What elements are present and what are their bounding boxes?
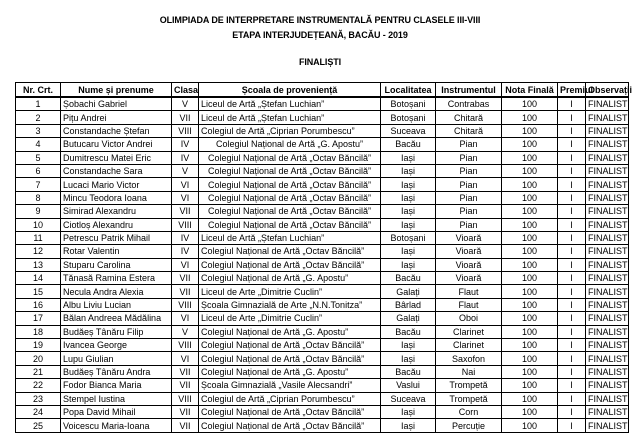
cell-nr: 13 [16, 258, 61, 271]
cell-class: VII [172, 272, 199, 285]
cell-prize: I [558, 245, 586, 258]
table-row [16, 151, 629, 164]
cell-prize: I [558, 111, 586, 124]
cell-name: Albu Liviu Lucian [61, 298, 172, 311]
document-subtitle: ETAPA INTERJUDEȚEANĂ, BACĂU - 2019 [232, 30, 408, 40]
table-row [16, 164, 629, 177]
cell-locality: Iași [381, 339, 436, 352]
cell-remarks: FINALIST [586, 111, 629, 124]
table-row [16, 298, 629, 311]
cell-instrument: Pian [436, 151, 502, 164]
table-row [16, 178, 629, 191]
cell-name: Rotar Valentin [61, 245, 172, 258]
table-row [16, 392, 629, 405]
table-row [16, 325, 629, 338]
cell-grade: 100 [502, 325, 558, 338]
cell-class: VII [172, 405, 199, 418]
table-row [16, 124, 629, 137]
cell-name: Ciotloș Alexandru [61, 218, 172, 231]
cell-name: Butucaru Victor Andrei [61, 138, 172, 151]
cell-name: Voicescu Maria-Ioana [61, 419, 172, 432]
cell-class: IV [172, 245, 199, 258]
cell-class: VIII [172, 218, 199, 231]
cell-school: Colegiul Național de Artă „Octav Băncilă” [199, 191, 381, 204]
cell-remarks: FINALIST [586, 405, 629, 418]
cell-name: Tănasă Ramina Estera [61, 272, 172, 285]
cell-class: VII [172, 205, 199, 218]
cell-locality: Iași [381, 352, 436, 365]
table-row [16, 231, 629, 244]
cell-name: Necula Andra Alexia [61, 285, 172, 298]
cell-name: Ivancea George [61, 339, 172, 352]
cell-nr: 18 [16, 325, 61, 338]
column-header-prize: Premiul [558, 83, 586, 98]
cell-class: VII [172, 419, 199, 432]
cell-locality: Iași [381, 164, 436, 177]
cell-prize: I [558, 419, 586, 432]
cell-grade: 100 [502, 164, 558, 177]
cell-locality: Iași [381, 178, 436, 191]
cell-nr: 12 [16, 245, 61, 258]
section-heading: FINALIȘTI [298, 57, 342, 67]
cell-school: Colegiul Național de Artă „Octav Băncilă” [199, 339, 381, 352]
cell-instrument: Pian [436, 178, 502, 191]
cell-class: VIII [172, 392, 199, 405]
cell-instrument: Flaut [436, 298, 502, 311]
cell-prize: I [558, 298, 586, 311]
table-row [16, 272, 629, 285]
cell-school: Școala Gimnazială de Arte „N.N.Tonitza” [199, 298, 381, 311]
document-title: OLIMPIADA DE INTERPRETARE INSTRUMENTALĂ PENTRU CLASELE III-VIII [159, 15, 481, 25]
table-row [16, 245, 629, 258]
cell-school: Colegiul Național de Artă „Octav Băncilă” [199, 258, 381, 271]
cell-remarks: FINALIST [586, 392, 629, 405]
cell-locality: Bacău [381, 272, 436, 285]
cell-remarks: FINALIST [586, 379, 629, 392]
cell-name: Mincu Teodora Ioana [61, 191, 172, 204]
cell-grade: 100 [502, 138, 558, 151]
cell-locality: Iași [381, 419, 436, 432]
cell-school: Colegiul Național de Artă „Octav Băncilă” [199, 218, 381, 231]
table-row [16, 352, 629, 365]
table-row [16, 312, 629, 325]
cell-grade: 100 [502, 231, 558, 244]
table-row [16, 97, 629, 111]
cell-nr: 15 [16, 285, 61, 298]
cell-instrument: Clarinet [436, 325, 502, 338]
cell-school: Colegiul Național de Artă „Octav Băncilă” [199, 178, 381, 191]
cell-grade: 100 [502, 258, 558, 271]
cell-grade: 100 [502, 111, 558, 124]
cell-instrument: Clarinet [436, 339, 502, 352]
column-header-name: Nume și prenume [61, 83, 172, 98]
column-header-class: Clasa [172, 83, 199, 98]
cell-grade: 100 [502, 272, 558, 285]
cell-class: VII [172, 379, 199, 392]
cell-name: Budăeș Tânăru Filip [61, 325, 172, 338]
cell-prize: I [558, 138, 586, 151]
cell-locality: Bacău [381, 365, 436, 378]
cell-class: VI [172, 352, 199, 365]
cell-remarks: FINALIST [586, 272, 629, 285]
cell-grade: 100 [502, 352, 558, 365]
cell-school: Colegiul Național de Artă „Octav Băncilă” [199, 151, 381, 164]
cell-prize: I [558, 205, 586, 218]
cell-prize: I [558, 365, 586, 378]
cell-remarks: FINALIST [586, 365, 629, 378]
cell-class: V [172, 164, 199, 177]
cell-school: Colegiul Național de Artă „Octav Băncilă” [199, 205, 381, 218]
cell-remarks: FINALIST [586, 231, 629, 244]
cell-locality: Iași [381, 245, 436, 258]
cell-school: Liceul de Artă „Ștefan Luchian” [199, 97, 381, 111]
cell-name: Simirad Alexandru [61, 205, 172, 218]
cell-locality: Bacău [381, 325, 436, 338]
cell-class: IV [172, 151, 199, 164]
cell-instrument: Flaut [436, 285, 502, 298]
cell-school: Școala Gimnazială „Vasile Alecsandri” [199, 379, 381, 392]
cell-remarks: FINALIST [586, 298, 629, 311]
cell-grade: 100 [502, 312, 558, 325]
cell-locality: Vaslui [381, 379, 436, 392]
cell-locality: Iași [381, 151, 436, 164]
cell-school: Colegiul Național de Artă „G. Apostu” [199, 138, 381, 151]
cell-nr: 17 [16, 312, 61, 325]
cell-nr: 24 [16, 405, 61, 418]
cell-grade: 100 [502, 419, 558, 432]
cell-remarks: FINALIST [586, 178, 629, 191]
cell-locality: Galați [381, 312, 436, 325]
cell-remarks: FINALIST [586, 124, 629, 137]
table-row [16, 191, 629, 204]
cell-prize: I [558, 151, 586, 164]
cell-nr: 1 [16, 97, 61, 111]
cell-class: VIII [172, 339, 199, 352]
cell-instrument: Pian [436, 218, 502, 231]
cell-instrument: Pian [436, 164, 502, 177]
cell-remarks: FINALIST [586, 151, 629, 164]
cell-grade: 100 [502, 245, 558, 258]
table-row [16, 405, 629, 418]
cell-remarks: FINALIST [586, 258, 629, 271]
cell-remarks: FINALIST [586, 245, 629, 258]
cell-school: Colegiul Național de Artă „Octav Băncilă” [199, 245, 381, 258]
cell-locality: Suceava [381, 392, 436, 405]
cell-name: Bălan Andreea Mădălina [61, 312, 172, 325]
cell-prize: I [558, 352, 586, 365]
cell-nr: 16 [16, 298, 61, 311]
cell-nr: 23 [16, 392, 61, 405]
cell-nr: 9 [16, 205, 61, 218]
cell-prize: I [558, 392, 586, 405]
cell-locality: Galați [381, 285, 436, 298]
cell-name: Lupu Giulian [61, 352, 172, 365]
cell-grade: 100 [502, 178, 558, 191]
cell-prize: I [558, 312, 586, 325]
cell-class: V [172, 325, 199, 338]
cell-remarks: FINALIST [586, 312, 629, 325]
cell-school: Liceul de Artă „Ștefan Luchian” [199, 111, 381, 124]
cell-school: Colegiul Național de Artă „Octav Băncilă” [199, 164, 381, 177]
cell-instrument: Saxofon [436, 352, 502, 365]
cell-remarks: FINALIST [586, 285, 629, 298]
cell-name: Dumitrescu Matei Eric [61, 151, 172, 164]
cell-name: Stempel Iustina [61, 392, 172, 405]
cell-locality: Botoșani [381, 111, 436, 124]
cell-instrument: Corn [436, 405, 502, 418]
cell-remarks: FINALIST [586, 325, 629, 338]
cell-prize: I [558, 164, 586, 177]
cell-school: Colegiul Național de Artă „G. Apostu” [199, 272, 381, 285]
cell-locality: Suceava [381, 124, 436, 137]
cell-nr: 22 [16, 379, 61, 392]
cell-name: Fodor Bianca Maria [61, 379, 172, 392]
cell-instrument: Vioară [436, 258, 502, 271]
cell-school: Colegiul de Artă „Ciprian Porumbescu” [199, 124, 381, 137]
table-row [16, 218, 629, 231]
cell-prize: I [558, 325, 586, 338]
cell-class: VIII [172, 298, 199, 311]
cell-remarks: FINALIST [586, 138, 629, 151]
cell-prize: I [558, 191, 586, 204]
cell-locality: Iași [381, 258, 436, 271]
cell-grade: 100 [502, 218, 558, 231]
cell-grade: 100 [502, 97, 558, 111]
cell-school: Colegiul Național de Artă „G. Apostu” [199, 365, 381, 378]
cell-prize: I [558, 339, 586, 352]
cell-nr: 4 [16, 138, 61, 151]
cell-remarks: FINALIST [586, 352, 629, 365]
table-row [16, 365, 629, 378]
cell-prize: I [558, 379, 586, 392]
cell-grade: 100 [502, 405, 558, 418]
cell-instrument: Trompetă [436, 379, 502, 392]
column-header-instrument: Instrumentul [436, 83, 502, 98]
cell-remarks: FINALIST [586, 205, 629, 218]
cell-class: VI [172, 178, 199, 191]
cell-school: Colegiul Național de Artă „Octav Băncilă” [199, 352, 381, 365]
cell-nr: 19 [16, 339, 61, 352]
cell-instrument: Trompetă [436, 392, 502, 405]
cell-class: VI [172, 258, 199, 271]
cell-grade: 100 [502, 191, 558, 204]
cell-name: Constandache Ștefan [61, 124, 172, 137]
cell-prize: I [558, 178, 586, 191]
table-row [16, 138, 629, 151]
cell-nr: 2 [16, 111, 61, 124]
cell-remarks: FINALIST [586, 339, 629, 352]
cell-nr: 6 [16, 164, 61, 177]
cell-prize: I [558, 258, 586, 271]
cell-prize: I [558, 272, 586, 285]
table-row [16, 339, 629, 352]
cell-school: Colegiul Național de Artă „Octav Băncilă” [199, 405, 381, 418]
cell-instrument: Oboi [436, 312, 502, 325]
cell-remarks: FINALIST [586, 191, 629, 204]
cell-prize: I [558, 285, 586, 298]
cell-remarks: FINALIST [586, 97, 629, 111]
cell-prize: I [558, 124, 586, 137]
cell-grade: 100 [502, 392, 558, 405]
cell-school: Liceul de Arte „Dimitrie Cuclin” [199, 312, 381, 325]
cell-class: VI [172, 312, 199, 325]
cell-nr: 3 [16, 124, 61, 137]
column-header-nr: Nr. Crt. [16, 83, 61, 98]
cell-prize: I [558, 218, 586, 231]
cell-instrument: Vioară [436, 272, 502, 285]
cell-locality: Botoșani [381, 97, 436, 111]
cell-remarks: FINALIST [586, 218, 629, 231]
cell-name: Șobachi Gabriel [61, 97, 172, 111]
cell-locality: Bârlad [381, 298, 436, 311]
cell-nr: 20 [16, 352, 61, 365]
cell-remarks: FINALIST [586, 164, 629, 177]
cell-name: Popa David Mihail [61, 405, 172, 418]
cell-class: VII [172, 111, 199, 124]
cell-grade: 100 [502, 339, 558, 352]
column-header-grade: Nota Finală [502, 83, 558, 98]
cell-class: VII [172, 285, 199, 298]
cell-prize: I [558, 231, 586, 244]
cell-nr: 11 [16, 231, 61, 244]
column-header-locality: Localitatea [381, 83, 436, 98]
cell-nr: 5 [16, 151, 61, 164]
cell-locality: Iași [381, 405, 436, 418]
cell-nr: 10 [16, 218, 61, 231]
table-row [16, 205, 629, 218]
cell-grade: 100 [502, 379, 558, 392]
cell-locality: Botoșani [381, 231, 436, 244]
cell-name: Petrescu Patrik Mihail [61, 231, 172, 244]
cell-nr: 7 [16, 178, 61, 191]
cell-school: Colegiul Național de Artă „G. Apostu” [199, 325, 381, 338]
column-header-remarks: Observații [586, 83, 629, 98]
cell-grade: 100 [502, 205, 558, 218]
cell-name: Budăeș Tânăru Andra [61, 365, 172, 378]
cell-class: VIII [172, 124, 199, 137]
cell-prize: I [558, 97, 586, 111]
cell-school: Liceul de Arte „Dimitrie Cuclin” [199, 285, 381, 298]
cell-name: Stuparu Carolina [61, 258, 172, 271]
cell-remarks: FINALIST [586, 419, 629, 432]
cell-instrument: Pian [436, 138, 502, 151]
table-row [16, 258, 629, 271]
cell-nr: 14 [16, 272, 61, 285]
cell-instrument: Chitară [436, 124, 502, 137]
cell-locality: Iași [381, 218, 436, 231]
cell-class: IV [172, 138, 199, 151]
finalists-table [15, 82, 633, 433]
cell-name: Constandache Sara [61, 164, 172, 177]
cell-instrument: Pian [436, 191, 502, 204]
cell-instrument: Chitară [436, 111, 502, 124]
cell-class: VI [172, 191, 199, 204]
column-header-school: Școala de proveniență [199, 83, 381, 98]
cell-locality: Bacău [381, 138, 436, 151]
table-row [16, 419, 629, 432]
cell-name: Pițu Andrei [61, 111, 172, 124]
cell-locality: Iași [381, 205, 436, 218]
cell-school: Liceul de Artă „Ștefan Luchian” [199, 231, 381, 244]
cell-nr: 21 [16, 365, 61, 378]
cell-locality: Iași [381, 191, 436, 204]
table-header-row [16, 83, 629, 98]
cell-instrument: Nai [436, 365, 502, 378]
table-row [16, 111, 629, 124]
cell-grade: 100 [502, 298, 558, 311]
cell-instrument: Percuție [436, 419, 502, 432]
cell-grade: 100 [502, 124, 558, 137]
cell-class: IV [172, 231, 199, 244]
cell-grade: 100 [502, 151, 558, 164]
table-row [16, 285, 629, 298]
cell-instrument: Pian [436, 205, 502, 218]
cell-class: VII [172, 365, 199, 378]
cell-nr: 25 [16, 419, 61, 432]
cell-school: Colegiul de Artă „Ciprian Porumbescu” [199, 392, 381, 405]
cell-instrument: Vioară [436, 245, 502, 258]
cell-nr: 8 [16, 191, 61, 204]
table-row [16, 379, 629, 392]
cell-grade: 100 [502, 285, 558, 298]
cell-instrument: Contrabas [436, 97, 502, 111]
cell-class: V [172, 97, 199, 111]
cell-grade: 100 [502, 365, 558, 378]
cell-prize: I [558, 405, 586, 418]
cell-name: Lucaci Mario Victor [61, 178, 172, 191]
cell-instrument: Vioară [436, 231, 502, 244]
cell-school: Colegiul Național de Artă „Octav Băncilă” [199, 419, 381, 432]
